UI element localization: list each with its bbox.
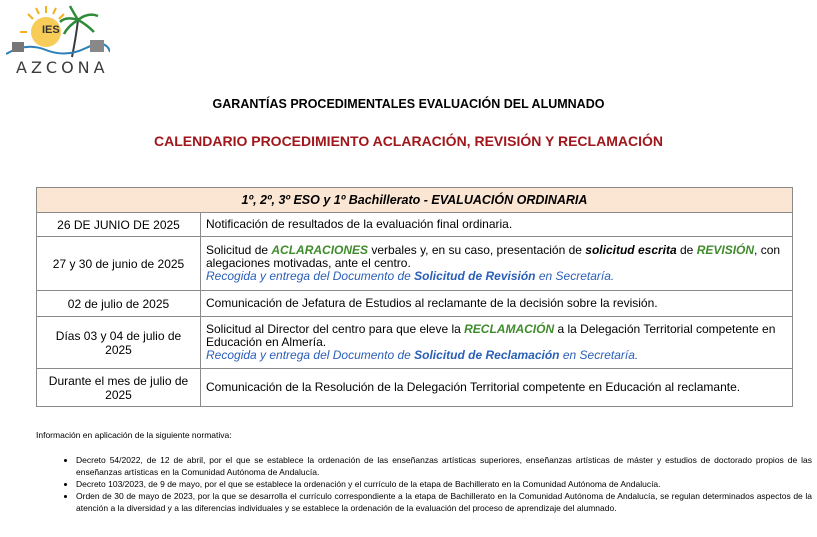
list-item: • Decreto 54/2022, de 12 de abril, por el que se establece la ordenación de las enseñanzas artísticas superiores, enseñanzas artísticas de máster y estudios de doctorado propios de las enseñanzas artísticas en la Comunidad Autónoma de Andalucía. — [76, 454, 812, 478]
calendar-table — [36, 187, 793, 407]
text: verbales y, en su caso, presentación de — [368, 243, 586, 257]
keyword-aclaraciones: ACLARACIONES — [271, 243, 369, 257]
info-heading: Información en aplicación de la siguiente normativa: — [36, 430, 232, 440]
text: a la Delegación Territorial competente en Educación en Almería. — [206, 322, 776, 349]
row-text — [201, 317, 793, 369]
row-text: Comunicación de la Resolución de la Delegación Territorial competente en Educación al reclamante. — [201, 369, 793, 407]
text: Solicitud al Director del centro para que eleve la — [206, 322, 465, 336]
text: , con alegaciones motivadas, ante el centro. — [206, 243, 781, 270]
row-date: 26 DE JUNIO DE 2025 — [37, 213, 201, 237]
table-row — [37, 291, 793, 317]
row-date: 02 de julio de 2025 — [37, 291, 201, 317]
keyword-solicitud: solicitud escrita — [585, 243, 677, 257]
row-text: Notificación de resultados de la evaluación final ordinaria. — [201, 213, 793, 237]
table-row — [37, 369, 793, 407]
row-date: Durante el mes de julio de 2025 — [37, 369, 201, 407]
normativa-list — [60, 454, 812, 514]
row-date: 27 y 30 de junio de 2025 — [37, 237, 201, 291]
page-title: GARANTÍAS PROCEDIMENTALES EVALUACIÓN DEL ALUMNADO — [212, 97, 605, 111]
logo-ies: IES — [42, 24, 60, 36]
list-item: • Decreto 103/2023, de 9 de mayo, por el que se establece la ordenación y el currículo de la etapa de Bachillerato en la Comunidad Autónoma de Andalucía. — [76, 478, 812, 490]
note: Recogida y entrega del Documento de Solicitud de Revisión en Secretaría. — [206, 269, 615, 283]
school-logo — [6, 2, 110, 77]
row-text: Comunicación de Jefatura de Estudios al reclamante de la decisión sobre la revisión. — [201, 291, 793, 317]
keyword-revision: REVISIÓN — [696, 243, 755, 257]
table-row — [37, 237, 793, 291]
text: de — [676, 243, 697, 257]
table-row — [37, 213, 793, 237]
keyword-reclamacion: RECLAMACIÓN — [464, 322, 555, 336]
row-text — [201, 237, 793, 291]
text: Solicitud de — [206, 243, 272, 257]
table-header: 1º, 2º, 3º ESO y 1º Bachillerato - EVALUACIÓN ORDINARIA — [37, 188, 793, 213]
table-header-row — [37, 188, 793, 213]
logo-name: AZCONA — [16, 58, 109, 77]
row-date: Días 03 y 04 de julio de 2025 — [37, 317, 201, 369]
page-subtitle: CALENDARIO PROCEDIMIENTO ACLARACIÓN, REVISIÓN Y RECLAMACIÓN — [154, 133, 663, 149]
note: Recogida y entrega del Documento de Solicitud de Reclamación en Secretaría. — [206, 348, 639, 362]
table-row — [37, 317, 793, 369]
list-item: • Orden de 30 de mayo de 2023, por la que se desarrolla el currículo correspondiente a la etapa de Bachillerato en la Comunidad Autónoma de Andalucía, se regulan determinados aspectos de la atención a la diversidad y a las diferencias individuales y se establece la ordenación de la evaluación del proceso de aprendizaje del alumnado. — [76, 490, 812, 514]
